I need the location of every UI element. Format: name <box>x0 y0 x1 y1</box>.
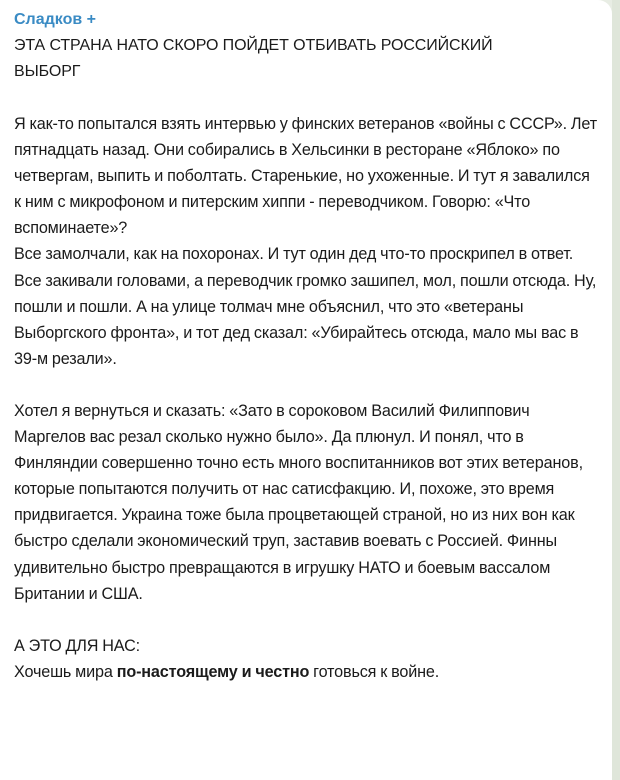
closing-sentence <box>14 659 598 685</box>
closing-heading: А ЭТО ДЛЯ НАС: <box>14 636 140 655</box>
closing-sentence-bold: по-настоящему и честно <box>116 662 310 681</box>
post-paragraph-2: Все замолчали, как на похоронах. И тут один дед что-то проскрипел в ответ. Все закивали головами, а переводчик громко зашипел, мол, пошли отсюда. Ну, пошли и пошли. А на улице толмач мне объяснил, что это «ветераны Выборгского фронта», и тот дед сказал: «Убирайтесь отсюда, мало мы вас в 39-м резали». <box>14 245 597 368</box>
post-paragraph-3: Хотел я вернуться и сказать: «Зато в сороковом Василий Филиппович Маргелов вас резал сколько нужно было». Да плюнул. И понял, что в Финляндии совершенно точно есть много воспитанников вот этих ветеранов, которые попытаются получить от нас сатисфакцию. И, похоже, это время придвигается. Украина тоже была процветающей страной, но из них вон как быстро сделали экономический труп, заставив воевать с Россией. Финны удивительно быстро превращаются в игрушку НАТО и боевым вассалом Британии и США. <box>14 401 583 603</box>
sender-name[interactable]: Сладков + <box>14 11 96 28</box>
closing-sentence-end: готовься к войне. <box>309 662 440 681</box>
post-title: ЭТА СТРАНА НАТО СКОРО ПОЙДЕТ ОТБИВАТЬ РОССИЙСКИЙ ВЫБОРГ <box>14 37 493 80</box>
paragraph-gap <box>14 372 598 398</box>
chat-background-edge <box>612 0 620 780</box>
post-paragraph-1: Я как-то попытался взять интервью у финских ветеранов «войны с СССР». Лет пятнадцать назад. Они собирались в Хельсинки в ресторане «Яблоко» по четвергам, выпить и поболтать. Старенькие, но ухоженные. И тут я завалился к ним с микрофоном и питерским хиппи - переводчиком. Говорю: «Что вспоминаете»? <box>14 115 597 238</box>
paragraph-gap <box>14 85 598 111</box>
paragraph-gap <box>14 607 598 633</box>
closing-sentence-start: Хочешь мира <box>14 662 117 681</box>
